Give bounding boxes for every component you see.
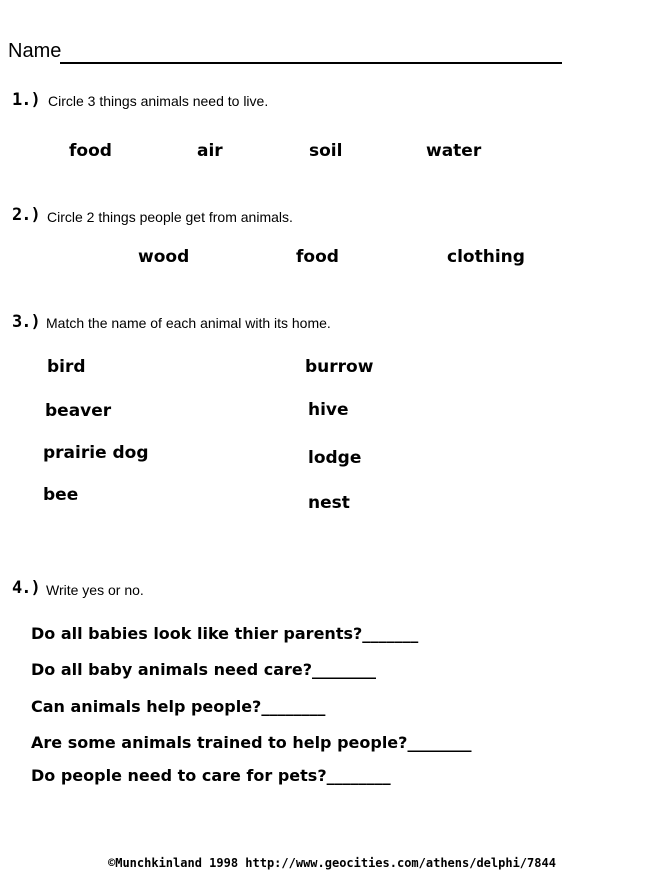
q3-home-burrow[interactable]: burrow [305,357,374,377]
q3-home-hive[interactable]: hive [308,400,349,420]
name-label: Name [8,40,62,62]
q3-animal-bird[interactable]: bird [47,357,86,377]
name-blank-line[interactable] [60,62,562,64]
q1-option-air[interactable]: air [197,141,223,161]
footer-credit: ©Munchkinland 1998 http://www.geocities.com/athens/delphi/7844 [108,856,556,870]
q1-prompt: Circle 3 things animals need to live. [48,93,269,109]
q3-animal-prairie-dog[interactable]: prairie dog [43,443,149,463]
q4-number: 4.) [12,578,40,598]
q3-animal-bee[interactable]: bee [43,485,79,505]
q3-animal-beaver[interactable]: beaver [45,401,112,421]
q2-option-clothing[interactable]: clothing [447,247,525,267]
q1-option-food[interactable]: food [69,141,112,161]
q3-home-nest[interactable]: nest [308,493,350,513]
q1-option-water[interactable]: water [426,141,482,161]
q4-question-2[interactable]: Do all baby animals need care?________ [31,660,377,679]
q4-prompt: Write yes or no. [46,582,144,598]
q2-option-food[interactable]: food [296,247,339,267]
q3-prompt: Match the name of each animal with its home. [46,315,331,331]
q2-number: 2.) [12,205,40,225]
q4-question-4[interactable]: Are some animals trained to help people?________ [31,733,472,752]
q1-number: 1.) [12,90,40,110]
q4-question-3[interactable]: Can animals help people?________ [31,697,326,716]
q1-option-soil[interactable]: soil [309,141,343,161]
q3-number: 3.) [12,312,40,332]
q3-home-lodge[interactable]: lodge [308,448,362,468]
q2-option-wood[interactable]: wood [138,247,190,267]
q4-question-1[interactable]: Do all babies look like thier parents?_______ [31,624,419,643]
q4-question-5[interactable]: Do people need to care for pets?________ [31,766,391,785]
q2-prompt: Circle 2 things people get from animals. [47,209,293,225]
